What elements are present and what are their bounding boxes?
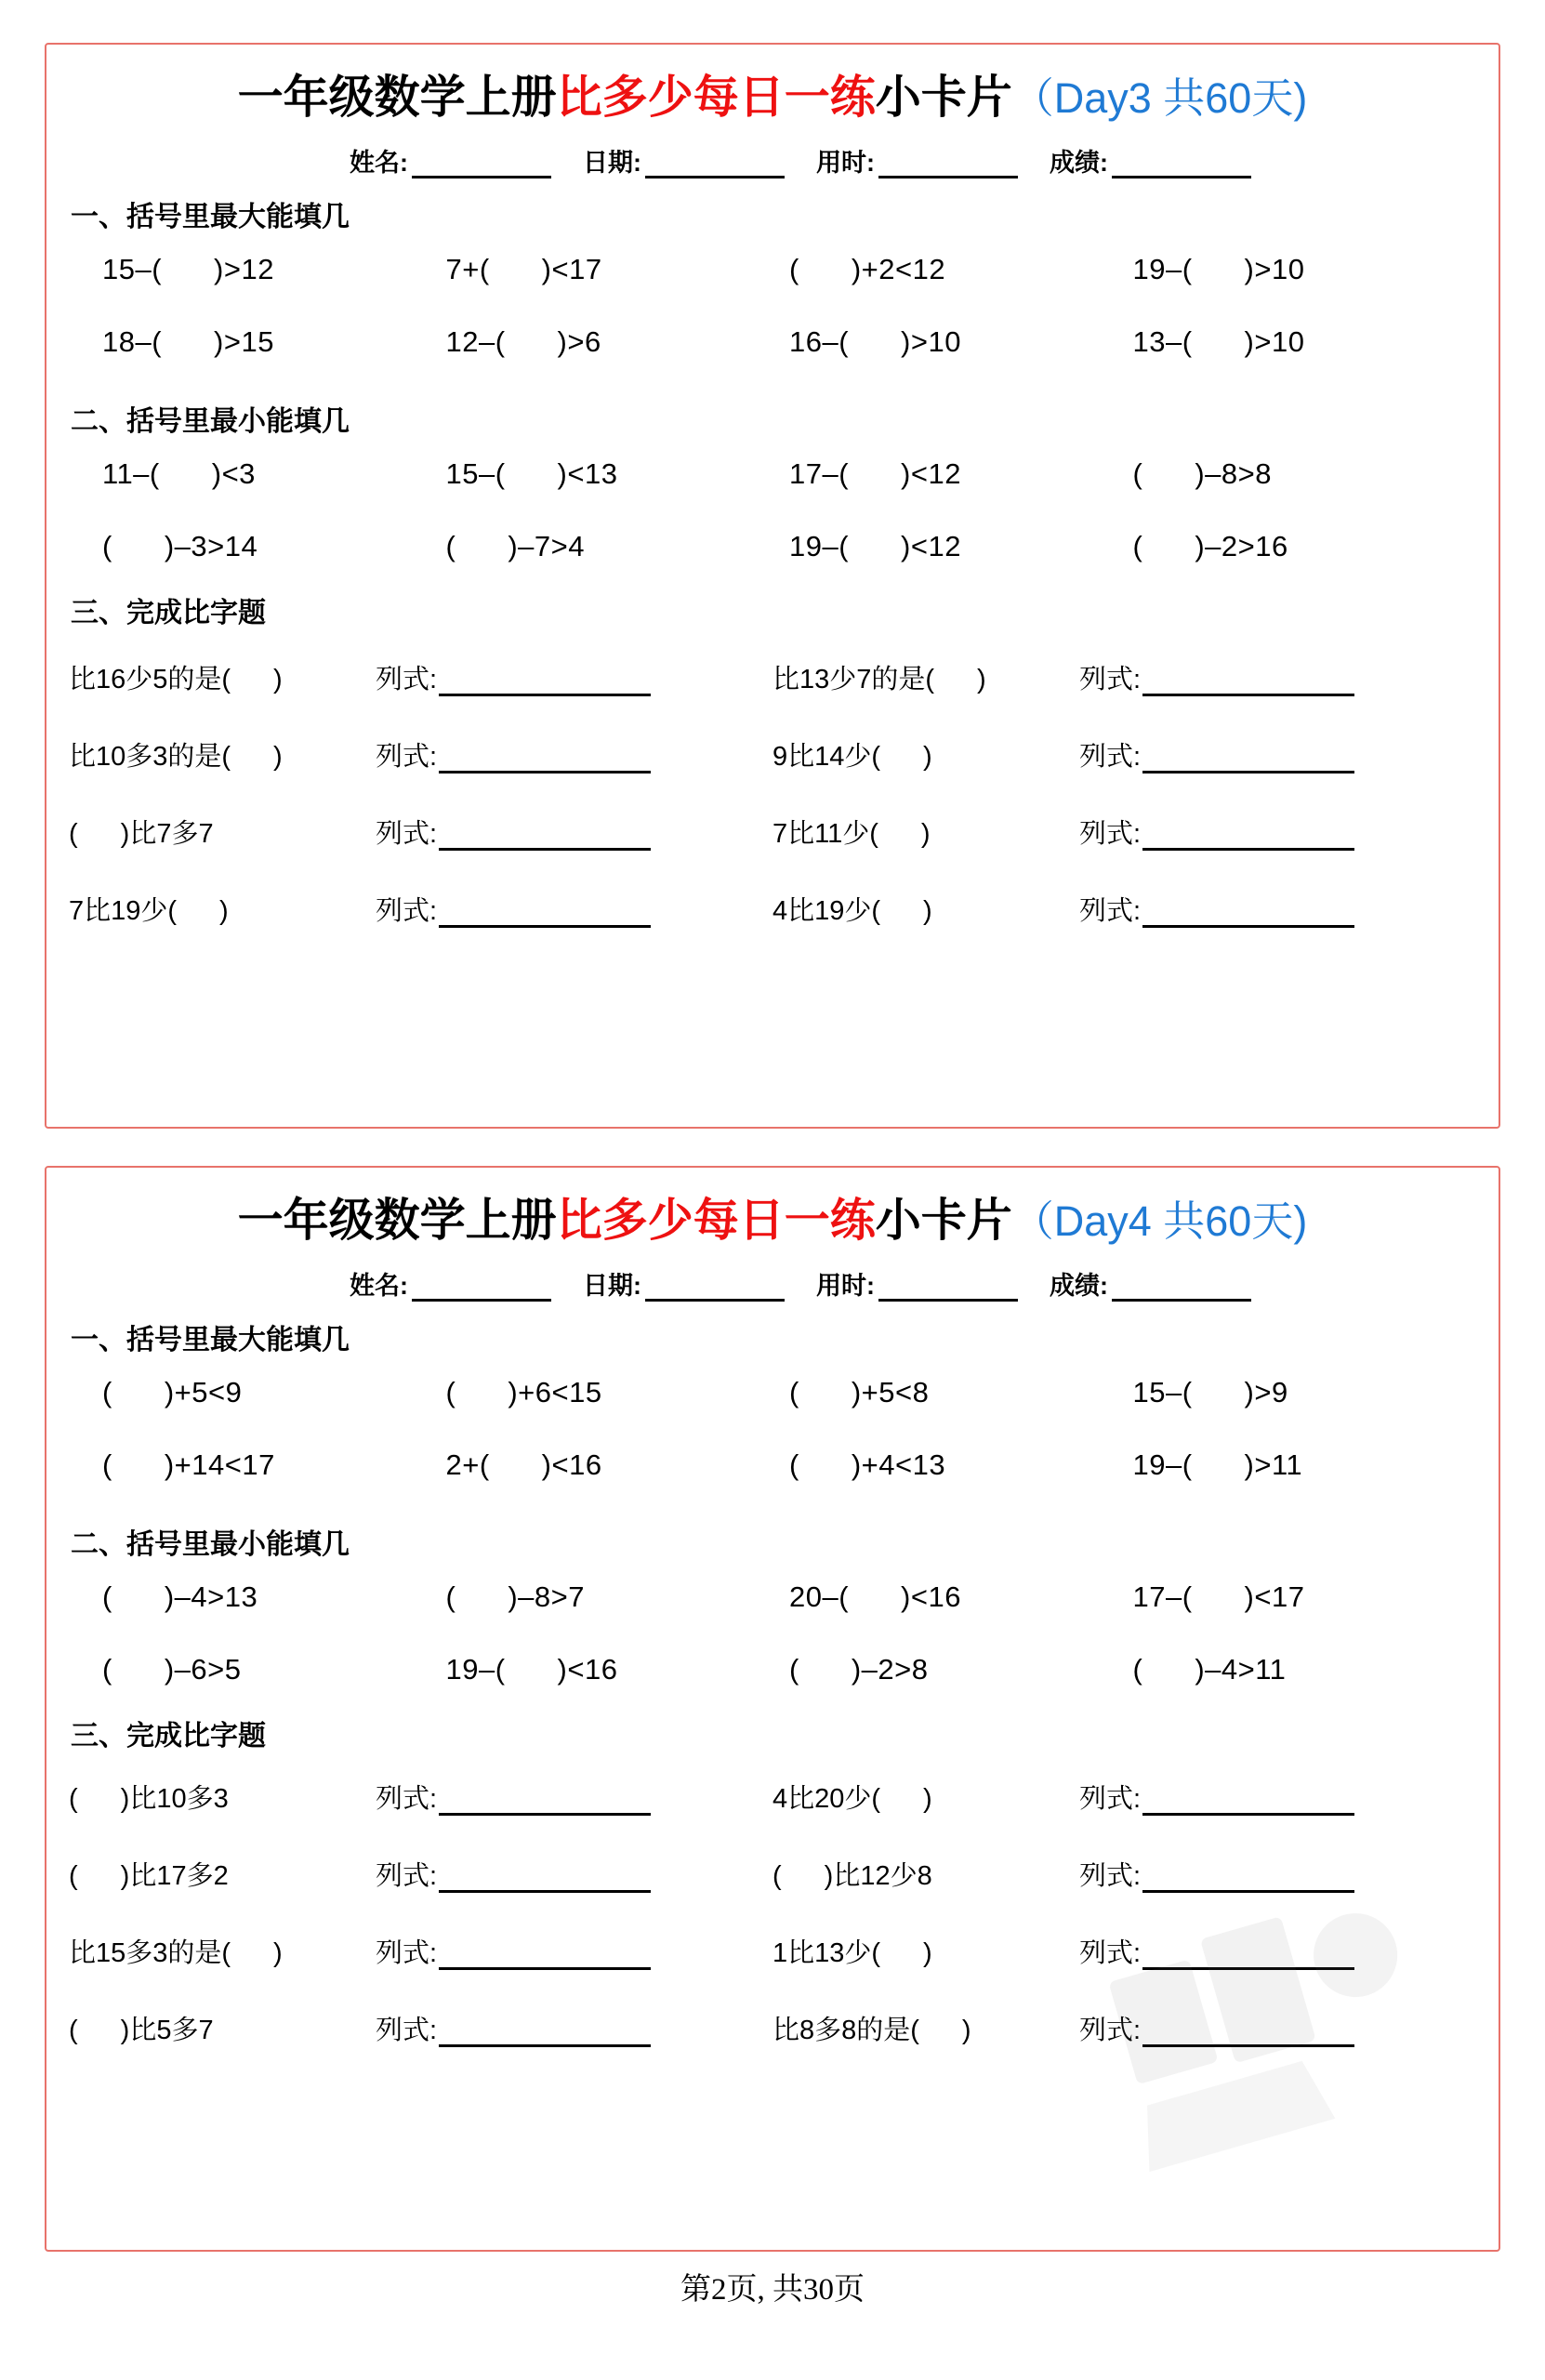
wp-right: ) [273, 1938, 283, 1968]
formula-blank[interactable] [1142, 675, 1354, 696]
word-problem-text [772, 658, 1079, 696]
problem-left: ( [445, 1376, 456, 1408]
problem-right: )<12 [901, 457, 961, 490]
problem-right: )>11 [1244, 1448, 1303, 1481]
problem-row [69, 1580, 1476, 1614]
word-problem-item[interactable] [69, 813, 772, 851]
wp-left: ( [69, 1784, 78, 1814]
problem-left: ( [102, 1653, 112, 1686]
problem-item[interactable] [1133, 457, 1477, 491]
problem-item[interactable] [789, 530, 1133, 563]
title-segment-topic: 比多少每日一练 [556, 1195, 876, 1246]
field-name-label: 姓名: [350, 1272, 408, 1300]
wp-left: 比15多3的是( [69, 1938, 231, 1968]
word-problem-item[interactable] [772, 2009, 1476, 2047]
problem-item[interactable] [789, 325, 1133, 359]
problem-left: ( [102, 530, 112, 562]
field-score-label: 成绩: [1050, 1272, 1108, 1300]
problem-left: ( [1132, 530, 1143, 562]
field-date [583, 1265, 785, 1302]
word-problem-row [69, 2009, 1476, 2047]
word-problem-item[interactable] [69, 658, 772, 696]
problem-left: 18–( [102, 325, 163, 358]
problem-right: )+2<12 [851, 253, 946, 285]
word-problem-item[interactable] [772, 813, 1476, 851]
problem-right: )>10 [1244, 325, 1305, 358]
title-segment-subject: 一年级数学上册 [237, 1195, 557, 1246]
title-segment-topic: 比多少每日一练 [556, 72, 876, 123]
formula-label: 列式: [1079, 2016, 1142, 2045]
wp-left: 4比19少( [772, 896, 881, 926]
wp-left: 4比20少( [772, 1784, 881, 1814]
word-problem-text [772, 1932, 1079, 1970]
problem-right: )>6 [557, 325, 601, 358]
card-title [69, 1181, 1476, 1262]
problem-item[interactable] [102, 325, 446, 359]
problem-right: )–4>13 [164, 1580, 258, 1613]
problem-right: )–4>11 [1195, 1653, 1287, 1686]
formula-label: 列式: [376, 896, 438, 926]
formula-label: 列式: [376, 1938, 438, 1968]
wp-right: ) [273, 742, 283, 772]
word-problem-item[interactable] [69, 1932, 772, 1970]
worksheet-card-day4 [45, 1166, 1500, 2252]
formula-label: 列式: [1079, 896, 1142, 926]
section-1-heading: 一、括号里最大能填几 [71, 202, 350, 232]
word-problem-item[interactable] [69, 2009, 772, 2047]
formula-label: 列式: [1079, 742, 1142, 772]
field-time-used-label: 用时: [816, 1272, 875, 1300]
wp-right: ) [923, 742, 932, 772]
word-problem-text [772, 735, 1079, 774]
problem-item[interactable] [102, 530, 446, 563]
title-segment-subject: 一年级数学上册 [237, 72, 557, 123]
word-problem-item[interactable] [772, 1932, 1476, 1970]
section-2-heading: 二、括号里最小能填几 [71, 406, 350, 437]
formula-blank[interactable] [439, 1794, 651, 1816]
page-footer: 第2页, 共30页 [680, 2273, 865, 2307]
wp-right: ) [920, 819, 931, 849]
field-score-blank[interactable] [1112, 155, 1251, 178]
field-time-used-blank[interactable] [878, 155, 1018, 178]
problem-right: )–8>7 [508, 1580, 585, 1613]
problem-right: )<12 [901, 530, 961, 562]
problem-right: )+14<17 [164, 1448, 275, 1481]
formula-label: 列式: [1079, 665, 1142, 694]
problem-right: )–6>5 [164, 1653, 242, 1686]
problem-item[interactable] [1133, 253, 1477, 286]
problem-item[interactable] [1133, 1448, 1477, 1482]
word-problem-item[interactable] [69, 735, 772, 774]
problem-item[interactable] [1133, 1580, 1477, 1614]
problem-item[interactable] [446, 325, 790, 359]
formula-blank[interactable] [439, 2026, 651, 2047]
problem-row [69, 253, 1476, 286]
problem-item[interactable] [1133, 530, 1477, 563]
problem-left: ( [789, 1448, 799, 1481]
problem-left: 16–( [789, 325, 850, 358]
worksheet-card-day3 [45, 43, 1500, 1129]
problem-left: 15–( [102, 253, 163, 285]
field-time-used-label: 用时: [816, 149, 875, 177]
field-date-label: 日期: [583, 1272, 641, 1300]
problem-item[interactable] [789, 253, 1133, 286]
problem-item[interactable] [102, 1376, 446, 1409]
problem-right: )–7>4 [508, 530, 585, 562]
wp-left: ( [69, 2016, 78, 2045]
word-problem-text [69, 1855, 376, 1893]
word-problem-text [69, 658, 376, 696]
problem-right: )+4<13 [851, 1448, 946, 1481]
word-problem-text [772, 1778, 1079, 1816]
wp-right: )比7多7 [120, 819, 214, 849]
problem-item[interactable] [102, 1580, 446, 1614]
word-problem-row [69, 1778, 1476, 1816]
word-problem-text [772, 890, 1079, 928]
problem-item[interactable] [446, 1448, 790, 1482]
problem-item[interactable] [1133, 1653, 1477, 1686]
formula-label: 列式: [376, 2016, 438, 2045]
word-problem-text [772, 1855, 1079, 1893]
word-problem-text [69, 813, 376, 851]
wp-right: ) [961, 2016, 971, 2045]
problem-left: 15–( [445, 457, 506, 490]
field-date-label: 日期: [583, 149, 641, 177]
problem-row [69, 530, 1476, 563]
field-date-blank[interactable] [645, 1278, 785, 1302]
word-problem-item[interactable] [772, 1855, 1476, 1893]
problem-left: ( [789, 253, 799, 285]
formula-blank[interactable] [1142, 906, 1354, 928]
problem-left: 19–( [1132, 1448, 1193, 1481]
formula-label: 列式: [1079, 1784, 1142, 1814]
wp-right: ) [977, 665, 986, 694]
problem-right: )<16 [557, 1653, 618, 1686]
section-3-heading: 三、完成比字题 [71, 1721, 266, 1752]
problem-left: ( [102, 1376, 112, 1408]
wp-right: )比17多2 [120, 1861, 229, 1891]
formula-blank[interactable] [1142, 2026, 1354, 2047]
formula-blank[interactable] [1142, 1794, 1354, 1816]
wp-right: )比10多3 [120, 1784, 229, 1814]
formula-blank[interactable] [1142, 752, 1354, 774]
wp-left: 比10多3的是( [69, 742, 231, 772]
formula-label: 列式: [376, 742, 438, 772]
word-problem-item[interactable] [772, 658, 1476, 696]
wp-right: ) [923, 1938, 932, 1968]
problem-right: )–3>14 [164, 530, 258, 562]
problem-item[interactable] [789, 1376, 1133, 1409]
wp-left: 比16少5的是( [69, 665, 231, 694]
problem-left: ( [789, 1653, 799, 1686]
word-problem-row [69, 813, 1476, 851]
wp-right: )比5多7 [120, 2016, 214, 2045]
formula-blank[interactable] [439, 1949, 651, 1970]
problem-left: ( [789, 1376, 799, 1408]
formula-label: 列式: [1079, 1861, 1142, 1891]
word-problem-text [69, 1778, 376, 1816]
problem-left: 11–( [102, 457, 160, 490]
formula-blank[interactable] [439, 675, 651, 696]
field-date-blank[interactable] [645, 155, 785, 178]
problem-item[interactable] [1133, 325, 1477, 359]
wp-right: )比12少8 [824, 1861, 932, 1891]
title-segment-cardtype: 小卡片 [875, 1195, 1012, 1246]
word-problem-row [69, 890, 1476, 928]
problem-left: 7+( [445, 253, 490, 285]
wp-right: ) [273, 665, 283, 694]
problem-item[interactable] [446, 530, 790, 563]
title-segment-day: （Day4 共60天) [1011, 1197, 1308, 1245]
header-fields [69, 1265, 1476, 1302]
wp-left: 比8多8的是( [772, 2016, 919, 2045]
wp-left: 7比11少( [772, 819, 878, 849]
problem-left: ( [1132, 457, 1143, 490]
formula-blank[interactable] [439, 906, 651, 928]
problem-item[interactable] [789, 457, 1133, 491]
problem-row [69, 1653, 1476, 1686]
word-problem-item[interactable] [772, 735, 1476, 774]
problem-right: )>9 [1244, 1376, 1288, 1408]
wp-left: ( [69, 1861, 78, 1891]
field-date [583, 142, 785, 178]
field-score [1050, 1265, 1251, 1302]
problem-right: )–8>8 [1195, 457, 1272, 490]
formula-blank[interactable] [1142, 1949, 1354, 1970]
word-problem-text [69, 2009, 376, 2047]
problem-item[interactable] [102, 1653, 446, 1686]
word-problem-text [772, 813, 1079, 851]
problem-row [69, 1376, 1476, 1409]
formula-label: 列式: [376, 1861, 438, 1891]
field-time-used [816, 1265, 1018, 1302]
field-score-blank[interactable] [1112, 1278, 1251, 1302]
wp-left: ( [772, 1861, 782, 1891]
word-problem-item[interactable] [69, 1855, 772, 1893]
problem-left: 17–( [789, 457, 850, 490]
formula-blank[interactable] [439, 829, 651, 851]
title-segment-day: （Day3 共60天) [1011, 74, 1308, 122]
problem-row [69, 457, 1476, 491]
problem-row [69, 325, 1476, 359]
problem-left: 19–( [1132, 253, 1193, 285]
problem-left: 12–( [445, 325, 506, 358]
formula-blank[interactable] [1142, 829, 1354, 851]
problem-left: ( [445, 1580, 456, 1613]
field-score [1050, 142, 1251, 178]
problem-right: )<3 [211, 457, 256, 490]
word-problem-item[interactable] [69, 890, 772, 928]
problem-left: 2+( [445, 1448, 490, 1481]
problem-item[interactable] [102, 457, 446, 491]
problem-item[interactable] [102, 1448, 446, 1482]
problem-right: )>12 [214, 253, 274, 285]
title-segment-cardtype: 小卡片 [875, 72, 1012, 123]
problem-left: 13–( [1132, 325, 1193, 358]
problem-item[interactable] [789, 1448, 1133, 1482]
problem-right: )+5<8 [851, 1376, 930, 1408]
problem-right: )–2>16 [1195, 530, 1288, 562]
card-title [69, 58, 1476, 139]
problem-right: )+5<9 [164, 1376, 243, 1408]
word-problem-row [69, 658, 1476, 696]
word-problem-row [69, 735, 1476, 774]
problem-item[interactable] [102, 253, 446, 286]
problem-left: 17–( [1132, 1580, 1193, 1613]
section-2-heading: 二、括号里最小能填几 [71, 1529, 350, 1560]
word-problem-item[interactable] [772, 1778, 1476, 1816]
problem-left: 19–( [789, 530, 850, 562]
problem-item[interactable] [1133, 1376, 1477, 1409]
formula-blank[interactable] [439, 1871, 651, 1893]
problem-right: )<13 [557, 457, 618, 490]
field-score-label: 成绩: [1050, 149, 1108, 177]
problem-item[interactable] [446, 1376, 790, 1409]
problem-right: )>10 [1244, 253, 1305, 285]
problem-left: ( [1132, 1653, 1143, 1686]
field-name-blank[interactable] [412, 155, 551, 178]
formula-label: 列式: [376, 1784, 438, 1814]
problem-left: 20–( [789, 1580, 850, 1613]
field-name [350, 1265, 551, 1302]
word-problem-text [69, 890, 376, 928]
problem-item[interactable] [789, 1580, 1133, 1614]
formula-blank[interactable] [1142, 1871, 1354, 1893]
wp-left: 比13少7的是( [772, 665, 935, 694]
field-name-label: 姓名: [350, 149, 408, 177]
field-time-used-blank[interactable] [878, 1278, 1018, 1302]
formula-label: 列式: [376, 819, 438, 849]
word-problem-text [69, 1932, 376, 1970]
field-name-blank[interactable] [412, 1278, 551, 1302]
formula-blank[interactable] [439, 752, 651, 774]
section-1-heading: 一、括号里最大能填几 [71, 1325, 350, 1355]
problem-right: )<17 [541, 253, 602, 285]
problem-left: 19–( [445, 1653, 506, 1686]
problem-right: )>15 [214, 325, 274, 358]
field-name [350, 142, 551, 178]
problem-right: )<17 [1244, 1580, 1305, 1613]
formula-label: 列式: [376, 665, 438, 694]
problem-right: )+6<15 [508, 1376, 602, 1408]
problem-left: ( [445, 530, 456, 562]
problem-left: ( [102, 1580, 112, 1613]
formula-label: 列式: [1079, 819, 1142, 849]
word-problem-text [69, 735, 376, 774]
problem-row [69, 1448, 1476, 1482]
wp-left: 9比14少( [772, 742, 881, 772]
word-problem-text [772, 2009, 1079, 2047]
problem-right: )<16 [541, 1448, 602, 1481]
wp-right: ) [923, 1784, 932, 1814]
problem-left: 15–( [1132, 1376, 1193, 1408]
problem-right: )<16 [901, 1580, 961, 1613]
problem-item[interactable] [789, 1653, 1133, 1686]
formula-label: 列式: [1079, 1938, 1142, 1968]
header-fields [69, 142, 1476, 178]
problem-item[interactable] [446, 457, 790, 491]
word-problem-item[interactable] [772, 890, 1476, 928]
problem-right: )–2>8 [851, 1653, 929, 1686]
problem-right: )>10 [901, 325, 961, 358]
field-time-used [816, 142, 1018, 178]
problem-item[interactable] [446, 253, 790, 286]
wp-left: ( [69, 819, 78, 849]
problem-item[interactable] [446, 1580, 790, 1614]
problem-item[interactable] [446, 1653, 790, 1686]
word-problem-row [69, 1932, 1476, 1970]
section-3-heading: 三、完成比字题 [71, 598, 266, 628]
problem-left: ( [102, 1448, 112, 1481]
wp-right: ) [923, 896, 932, 926]
wp-right: ) [219, 896, 229, 926]
wp-left: 7比19少( [69, 896, 178, 926]
wp-left: 1比13少( [772, 1938, 881, 1968]
word-problem-item[interactable] [69, 1778, 772, 1816]
word-problem-row [69, 1855, 1476, 1893]
